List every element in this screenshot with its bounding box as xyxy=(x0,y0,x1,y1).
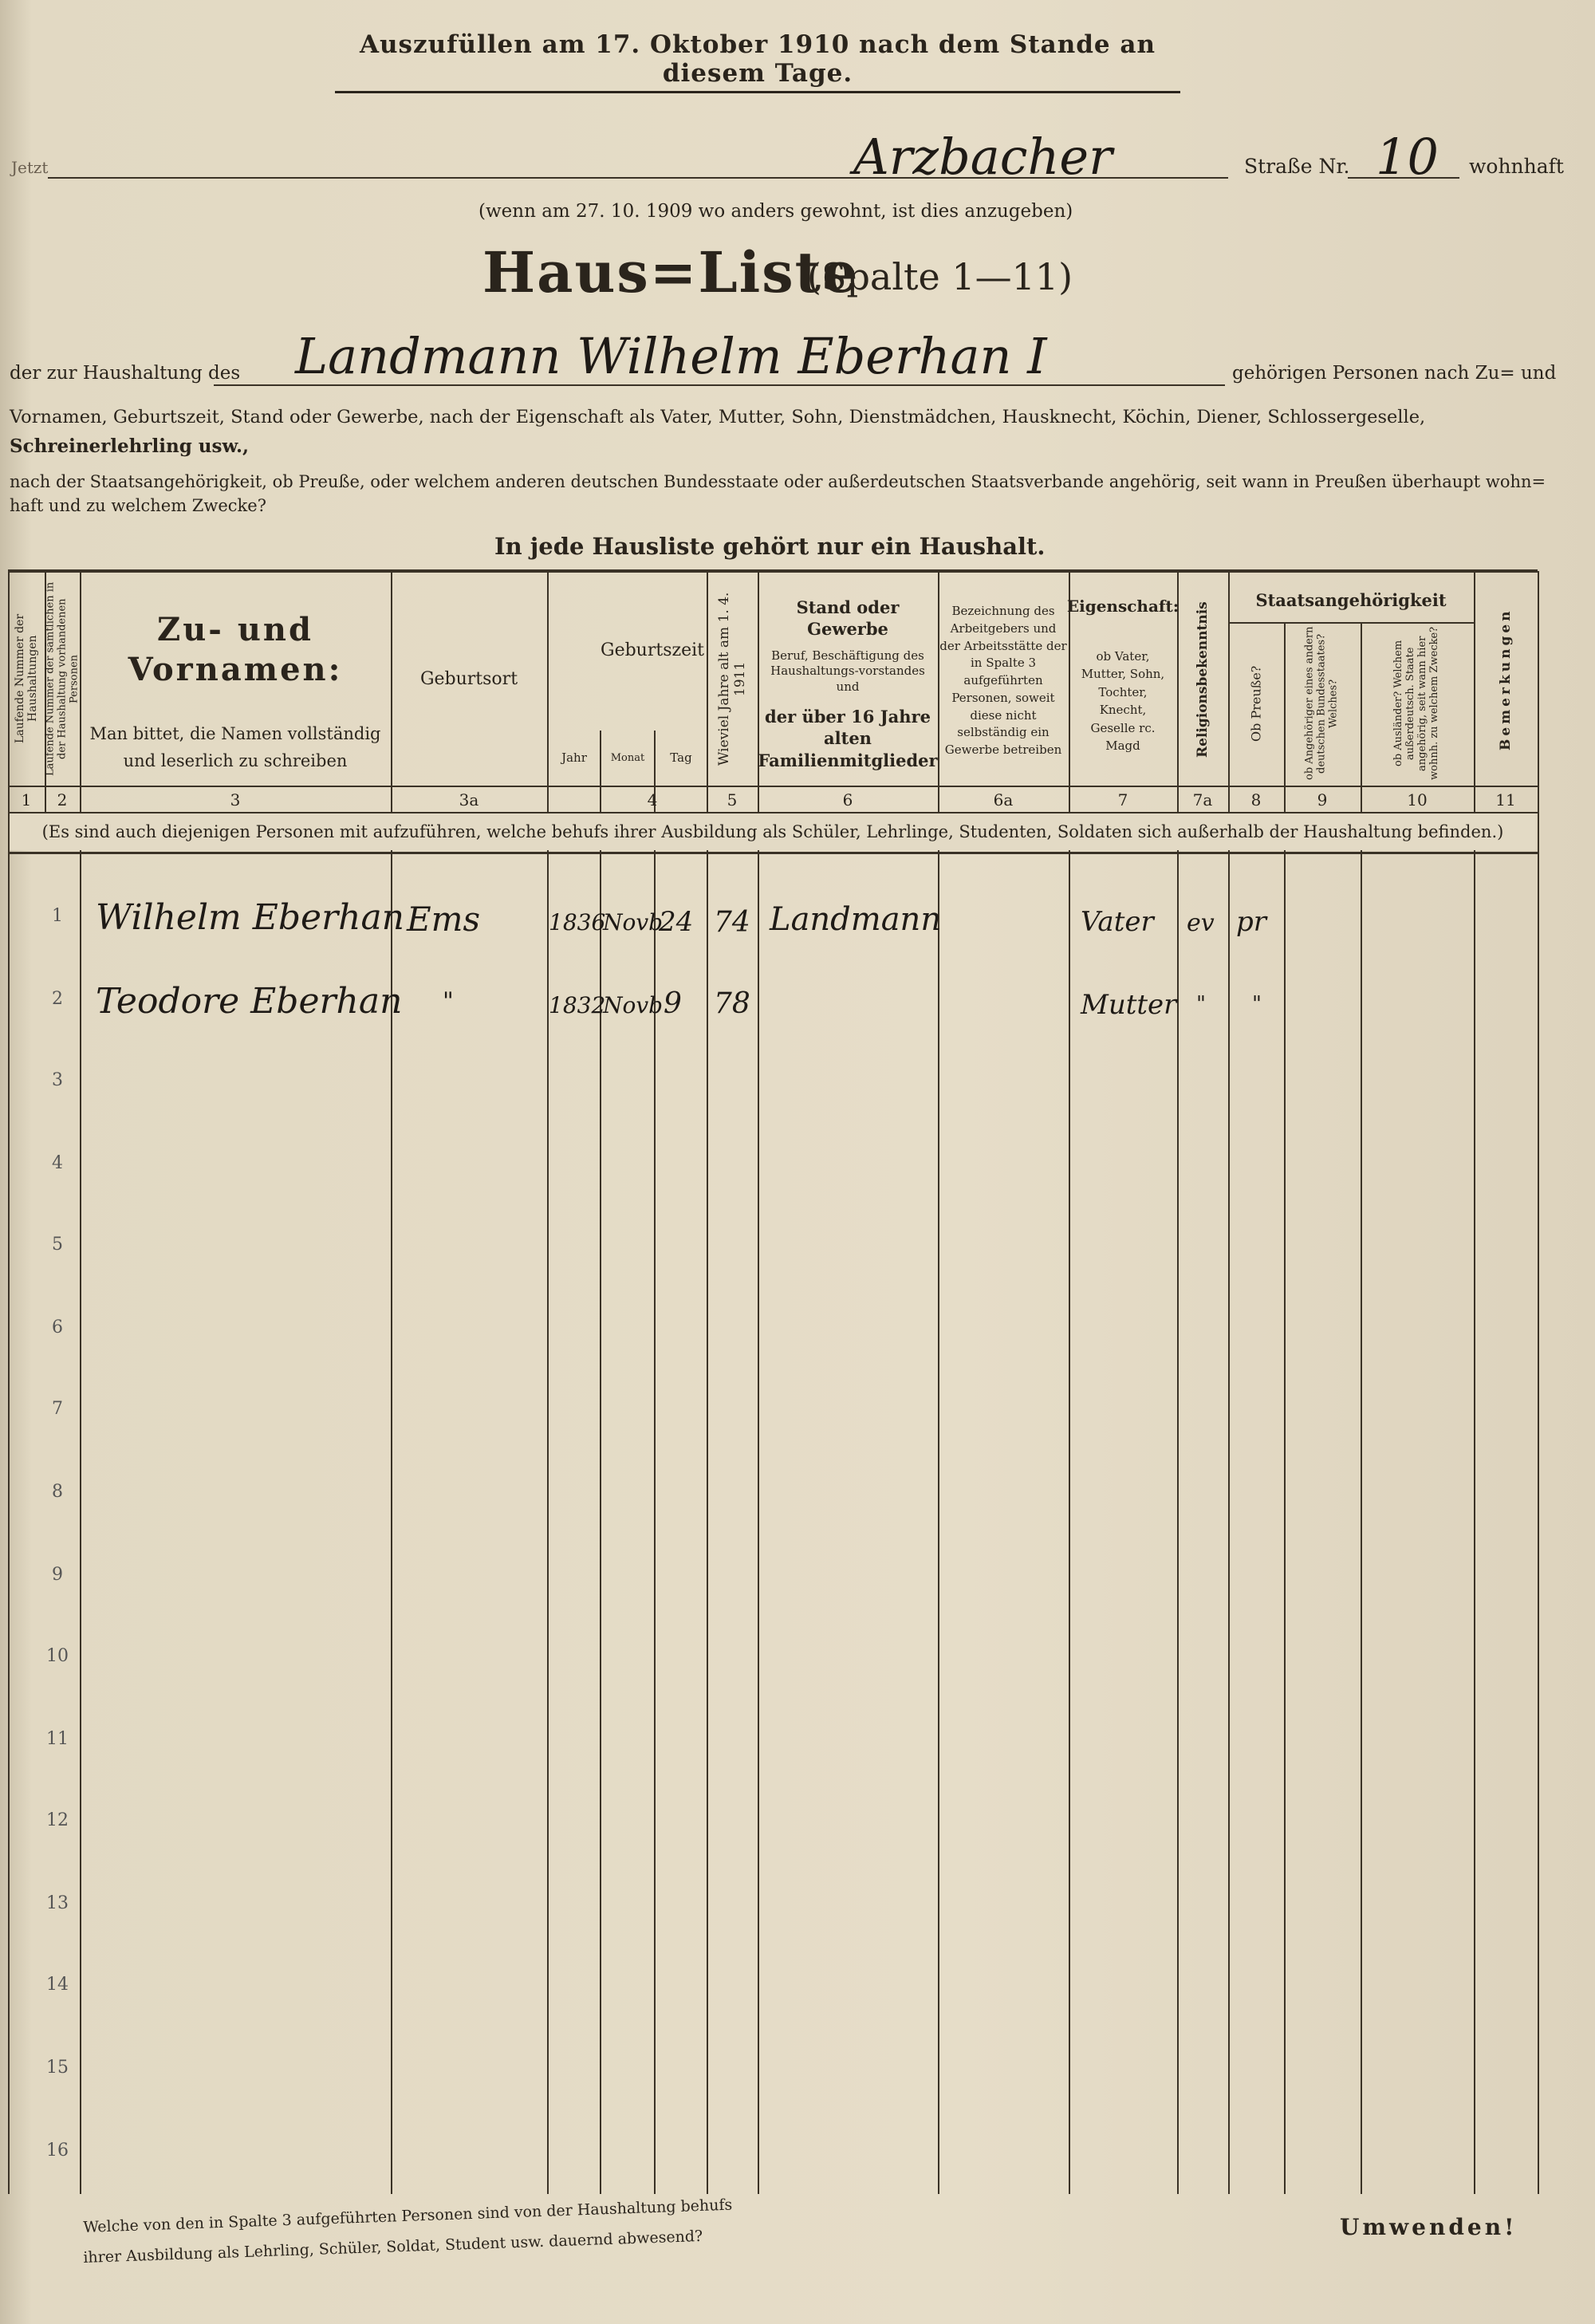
header-col7-title: Eigenschaft: xyxy=(1066,597,1180,616)
row1-name: Wilhelm Eberhan xyxy=(96,897,405,938)
household-prefix: der zur Haushaltung des xyxy=(10,363,241,384)
row-number: 2 xyxy=(52,989,63,1009)
row1-monat: Novb xyxy=(603,909,664,936)
colnum: 2 xyxy=(57,790,68,809)
header-bottom-rule xyxy=(8,786,1538,787)
row-number: 11 xyxy=(46,1729,69,1749)
row1-jahr: 1836 xyxy=(549,909,606,936)
header-col5: Wieviel Jahre alt am 1. 4. 1911 xyxy=(716,592,748,766)
row-number: 9 xyxy=(52,1565,63,1585)
header-staats: Staatsangehörigkeit xyxy=(1255,589,1447,610)
colnum: 3 xyxy=(230,790,241,809)
col-line xyxy=(1538,571,1539,2194)
row2-ort: " xyxy=(443,987,454,1015)
header-col6-note: Beruf, Beschäftigung des Haushaltungs-vorstandes und xyxy=(770,648,925,694)
colnum: 4 xyxy=(647,790,658,809)
row2-eigenschaft: Mutter xyxy=(1081,989,1177,1021)
colnum: 1 xyxy=(21,790,32,809)
table-top-rule xyxy=(8,569,1538,573)
row-number: 8 xyxy=(52,1482,63,1502)
row2-jahr: 1832 xyxy=(549,992,606,1018)
header-col6a: Bezeichnung des Arbeitgebers und der Arbeitsstätte der in Spalte 3 aufgeführten Personen, soweit diese nicht selbständig ein Gewerbe betreiben xyxy=(939,604,1067,758)
row-number: 7 xyxy=(52,1399,63,1419)
colnum: 7a xyxy=(1192,790,1213,809)
header-col4: Geburtszeit xyxy=(601,640,704,660)
row1-religion: ev xyxy=(1187,909,1215,937)
row2-preusse: " xyxy=(1252,992,1262,1016)
row1-alter: 74 xyxy=(714,906,750,939)
header-col3a: Geburtsort xyxy=(419,668,518,689)
form-title-sub: (Spalte 1—11) xyxy=(807,255,1073,298)
row1-ort: Ems xyxy=(407,900,481,939)
row1-tag: 24 xyxy=(659,906,694,938)
header-col9: ob Angehöriger eines andern deutschen Bundesstaates? Welches? xyxy=(1303,626,1340,781)
row2-religion: " xyxy=(1196,992,1206,1016)
colnum: 7 xyxy=(1117,790,1128,809)
header-col6-bold: der über 16 Jahre alten Familienmitglieder xyxy=(758,707,938,770)
col-line xyxy=(1361,622,1362,2194)
footer-question-line1: Welche von den in Spalte 3 aufgeführten Personen sind von der Haushaltung behufs xyxy=(83,2196,733,2236)
instruction-line: Auszufüllen am 17. Oktober 1910 nach dem Stande an diesem Tage. xyxy=(335,30,1180,93)
row1-stand: Landmann xyxy=(770,901,942,938)
colnum: 11 xyxy=(1495,790,1516,809)
colnum: 9 xyxy=(1317,790,1328,809)
header-col7-note: ob Vater, Mutter, Sohn, Tochter, Knecht, Geselle rc. Magd xyxy=(1081,648,1165,753)
row-number: 4 xyxy=(52,1153,63,1173)
row-number: 1 xyxy=(52,906,63,926)
one-household-note: In jede Hausliste gehört nur ein Haushalt. xyxy=(494,533,1046,560)
header-col1: Laufende Nummer der Haushaltungen xyxy=(14,613,39,744)
note-row-bottom-rule xyxy=(8,852,1538,854)
colnum: 8 xyxy=(1250,790,1262,809)
wohnhaft-label: wohnhaft xyxy=(1469,155,1564,178)
colnum: 6a xyxy=(993,790,1014,809)
street-handwritten: Arzbacher xyxy=(853,128,1113,186)
instructions-line-5: haft und zu welchem Zwecke? xyxy=(10,496,266,515)
row-number: 10 xyxy=(46,1646,69,1666)
header-col10: ob Ausländer? Welchem außerdeutsch. Staate angehörig, seit wann hier wohnh. zu welchem Zwecke? xyxy=(1392,626,1440,781)
row2-tag: 9 xyxy=(664,987,682,1020)
header-col8: Ob Preuße? xyxy=(1248,665,1264,742)
footer-question-line2: ihrer Ausbildung als Lehrling, Schüler, Soldat, Student usw. dauernd abwesend? xyxy=(83,2227,703,2267)
row2-alter: 78 xyxy=(714,987,750,1020)
row-number: 12 xyxy=(46,1810,69,1830)
header-col6-title: Stand oder Gewerbe xyxy=(796,597,900,639)
row1-preusse: pr xyxy=(1236,906,1267,938)
household-suffix: gehörigen Personen nach Zu= und xyxy=(1232,363,1557,384)
street-label: Straße Nr. xyxy=(1244,155,1350,178)
colnum: 5 xyxy=(727,790,738,809)
table-note-row: (Es sind auch diejenigen Personen mit aufzuführen, welche behufs ihrer Ausbildung als Schüler, Lehrlinge, Studenten, Soldaten sich außerhalb der Haushaltung befinden.) xyxy=(10,813,1536,850)
house-number-handwritten: 10 xyxy=(1376,128,1439,186)
row-number: 3 xyxy=(52,1070,63,1090)
row2-name: Teodore Eberhan xyxy=(96,981,403,1022)
row-number: 15 xyxy=(46,2058,69,2078)
header-col4-jahr: Jahr xyxy=(561,750,587,765)
col-line xyxy=(1284,622,1286,2194)
row-number: 6 xyxy=(52,1318,63,1337)
col-line xyxy=(654,731,656,2194)
header-col4-tag: Tag xyxy=(670,750,692,765)
row1-eigenschaft: Vater xyxy=(1081,906,1154,938)
header-col3-note: Man bittet, die Namen vollständig und leserlich zu schreiben xyxy=(89,724,381,770)
previous-residence-note: (wenn am 27. 10. 1909 wo anders gewohnt, ist dies anzugeben) xyxy=(478,201,1073,222)
row-number: 13 xyxy=(46,1893,69,1913)
header-col3-title: Zu- und Vornamen: xyxy=(128,611,343,688)
row-number: 5 xyxy=(52,1235,63,1255)
row2-monat: Novb xyxy=(603,992,664,1018)
header-col2: Laufende Nummer der sämtlichen in der Haushaltung vorhandenen Personen xyxy=(44,581,81,776)
instructions-line-3: Schreinerlehrling usw., xyxy=(10,435,249,457)
form-title: Haus=Liste xyxy=(482,239,860,305)
colnum: 6 xyxy=(842,790,853,809)
header-col4-monat: Monat xyxy=(610,751,645,764)
row-number: 14 xyxy=(46,1975,69,1995)
colnum: 3a xyxy=(459,790,479,809)
staats-underline xyxy=(1228,622,1474,624)
header-col11: Bemerkungen xyxy=(1498,608,1514,751)
instructions-line-4: nach der Staatsangehörigkeit, ob Preuße, oder welchem anderen deutschen Bundesstaate oder außerdeutschen Staatsverbande angehörig, seit wann in Preußen überhaupt wohn= xyxy=(10,472,1546,491)
row-number: 16 xyxy=(46,2141,69,2161)
colnum: 10 xyxy=(1407,790,1428,809)
header-col7a: Religionsbekenntnis xyxy=(1195,601,1211,758)
prefix-jetzt: Jetzt xyxy=(11,158,49,177)
household-head-handwritten: Landmann Wilhelm Eberhan I xyxy=(295,327,1047,385)
turn-over-note: Umwenden! xyxy=(1340,2214,1518,2240)
instructions-line-2: Vornamen, Geburtszeit, Stand oder Gewerbe, nach der Eigenschaft als Vater, Mutter, Sohn, Dienstmädchen, Hausknecht, Köchin, Diener, Schlossergeselle, xyxy=(10,407,1426,427)
col-line xyxy=(600,731,601,2194)
